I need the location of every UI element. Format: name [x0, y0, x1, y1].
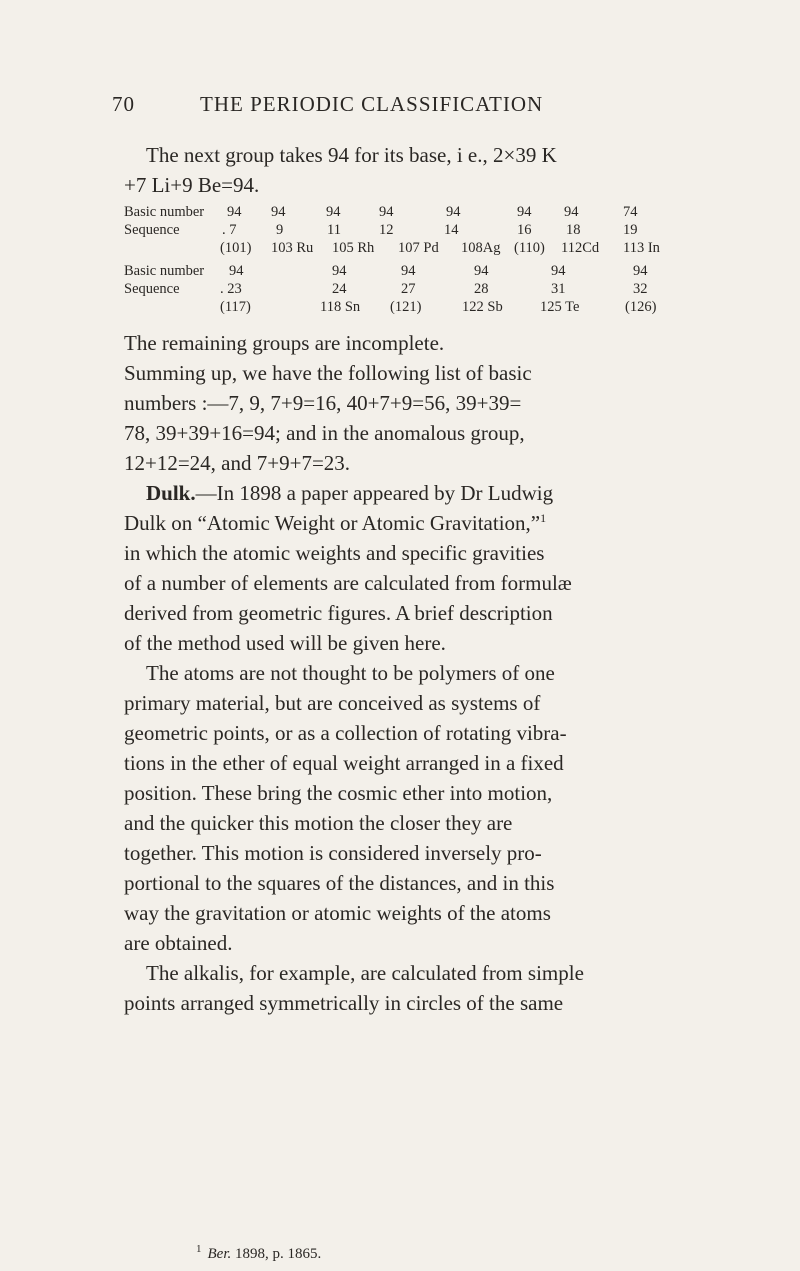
row-label: Basic number — [124, 263, 205, 279]
text-line: in which the atomic weights and specific gravities — [124, 541, 545, 565]
text-line: of the method used will be given here. — [124, 631, 446, 655]
footnote-mark: 1 — [196, 1243, 202, 1255]
text-line: of a number of elements are calculated from formulæ — [124, 571, 572, 595]
table-cell: 24 — [332, 281, 347, 297]
text-span: Dulk on “Atomic Weight or Atomic Gravitation,” — [124, 511, 541, 535]
dulk-paragraph — [124, 478, 724, 658]
table-cell: 27 — [401, 281, 416, 297]
table-cell: 18 — [566, 222, 581, 238]
table-cell: 94 — [474, 263, 489, 279]
text-line: The next group takes 94 for its base, i e., 2×39 K — [146, 143, 557, 167]
table-cell: 14 — [444, 222, 459, 238]
table-cell: 112Cd — [561, 240, 600, 256]
footnote — [196, 1243, 321, 1263]
table-cell: 16 — [517, 222, 532, 238]
table-cell: 94 — [446, 204, 461, 220]
table-cell: (121) — [390, 299, 422, 315]
text-line: Summing up, we have the following list of basic — [124, 361, 532, 385]
table-cell: (101) — [220, 240, 252, 256]
text-line: and the quicker this motion the closer they are — [124, 811, 513, 835]
footnote-ref: 1 — [540, 511, 547, 525]
text-line: position. These bring the cosmic ether into motion, — [124, 781, 553, 805]
table-row — [124, 280, 744, 298]
text-line: tions in the ether of equal weight arranged in a fixed — [124, 751, 564, 775]
row-label: Sequence — [124, 222, 180, 238]
table-cell: 94 — [332, 263, 347, 279]
table-cell: 32 — [633, 281, 648, 297]
table-cell: 12 — [379, 222, 394, 238]
text-line — [124, 478, 724, 508]
table-cell: 118 Sn — [320, 299, 361, 315]
table-row — [124, 203, 744, 221]
text-line: +7 Li+9 Be=94. — [124, 173, 260, 197]
table-cell: . 7 — [222, 222, 237, 238]
table-cell: 94 — [229, 263, 244, 279]
table-cell: 94 — [633, 263, 648, 279]
text-line: portional to the squares of the distances, and in this — [124, 871, 555, 895]
table-row — [124, 221, 744, 239]
text-line: way the gravitation or atomic weights of the atoms — [124, 901, 551, 925]
table-row — [124, 298, 744, 316]
table-cell: 125 Te — [540, 299, 580, 315]
table-cell: 94 — [401, 263, 416, 279]
section-heading: Dulk. — [146, 481, 196, 505]
running-title: THE PERIODIC CLASSIFICATION — [200, 92, 544, 116]
table-cell: 9 — [276, 222, 284, 238]
table-cell: 94 — [379, 204, 394, 220]
footnote-text: 1898, p. 1865. — [235, 1246, 322, 1262]
text-line: numbers :—7, 9, 7+9=16, 40+7+9=56, 39+39= — [124, 391, 522, 415]
table-cell: 11 — [327, 222, 341, 238]
atoms-paragraph — [124, 658, 724, 958]
table-cell: 94 — [326, 204, 341, 220]
table-cell: 103 Ru — [271, 240, 314, 256]
row-label: Basic number — [124, 204, 205, 220]
text-line: 78, 39+39+16=94; and in the anomalous group, — [124, 421, 525, 445]
table-cell: . 23 — [220, 281, 242, 297]
text-line: points arranged symmetrically in circles of the same — [124, 991, 564, 1015]
table-cell: 94 — [517, 204, 532, 220]
table-cell: 107 Pd — [398, 240, 439, 256]
table-cell: (126) — [625, 299, 657, 315]
text-line: derived from geometric figures. A brief description — [124, 601, 553, 625]
text-line: are obtained. — [124, 931, 233, 955]
alkalis-paragraph — [124, 958, 724, 1018]
page-header — [112, 92, 724, 122]
text-line: together. This motion is considered inversely pro- — [124, 841, 542, 865]
text-line: The remaining groups are incomplete. — [124, 331, 445, 355]
table-cell: (117) — [220, 299, 251, 315]
table-cell: (110) — [514, 240, 545, 256]
table-cell: 113 In — [623, 240, 660, 256]
text-line: geometric points, or as a collection of rotating vibra- — [124, 721, 567, 745]
table-cell: 94 — [551, 263, 566, 279]
table-cell: 105 Rh — [332, 240, 375, 256]
text-line: primary material, but are conceived as systems of — [124, 691, 541, 715]
summary-paragraph — [124, 328, 724, 478]
table-cell: 19 — [623, 222, 638, 238]
table-cell: 94 — [564, 204, 579, 220]
footnote-source: Ber. — [207, 1246, 232, 1262]
table-row — [124, 262, 744, 280]
table-row — [124, 239, 744, 257]
table-cell: 94 — [227, 204, 242, 220]
intro-paragraph — [124, 140, 724, 200]
text-line — [124, 508, 724, 538]
table-cell: 74 — [623, 204, 638, 220]
text-span: —In 1898 a paper appeared by Dr Ludwig — [195, 481, 554, 505]
text-line: The atoms are not thought to be polymers of one — [146, 661, 555, 685]
table-cell: 108Ag — [461, 240, 501, 256]
row-label: Sequence — [124, 281, 180, 297]
text-line: The alkalis, for example, are calculated from simple — [146, 961, 584, 985]
table-cell: 122 Sb — [462, 299, 503, 315]
page-number: 70 — [112, 92, 135, 116]
text-line: 12+12=24, and 7+9+7=23. — [124, 451, 351, 475]
table-cell: 31 — [551, 281, 566, 297]
sequence-table-2 — [124, 262, 744, 316]
table-cell: 94 — [271, 204, 286, 220]
table-cell: 28 — [474, 281, 489, 297]
sequence-table-1 — [124, 203, 744, 257]
